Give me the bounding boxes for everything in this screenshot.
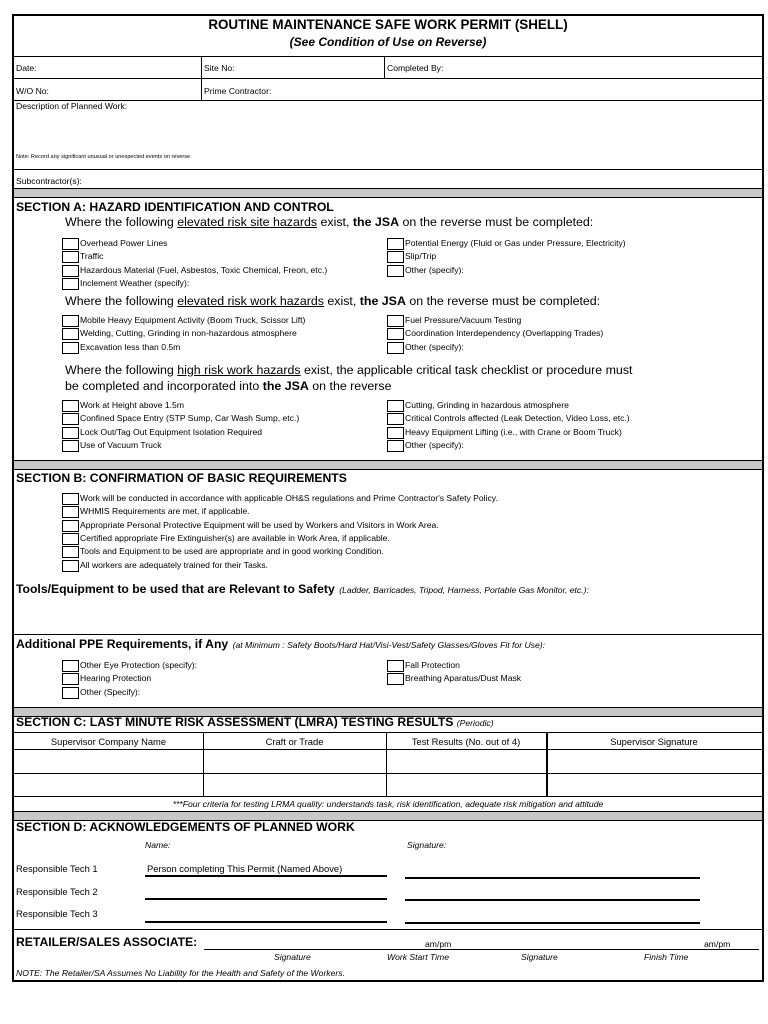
name-column-label: Name: <box>145 840 171 850</box>
checkbox-label: Hazardous Material (Fuel, Asbestos, Toxic Chemical, Freon, etc.) <box>80 264 328 275</box>
subcontractors-field[interactable]: Subcontractor(s): <box>16 176 82 186</box>
lmra-footnote: ***Four criteria for testing LRMA quality: understands task, risk identification, adequate risk mitigation and attitude <box>172 799 604 809</box>
section-d-heading: SECTION D: ACKNOWLEDGEMENTS OF PLANNED WORK <box>16 820 355 834</box>
responsible-tech-2-label: Responsible Tech 2 <box>16 886 98 897</box>
checkbox-label: Work at Height above 1.5m <box>80 400 184 410</box>
checkbox-label: Excavation less than 0.5m <box>80 341 181 352</box>
signature-2-caption: Signature <box>521 952 558 962</box>
checkbox-label: Other Eye Protection (specify): <box>80 660 198 670</box>
checkbox[interactable] <box>62 238 79 250</box>
checkbox[interactable] <box>62 506 79 518</box>
checkbox-label: Lock Out/Tag Out Equipment Isolation Required <box>80 426 263 437</box>
checkbox[interactable] <box>387 400 404 412</box>
checkbox-label: Traffic <box>80 251 104 262</box>
checkbox-label: WHMIS Requirements are met, if applicable. <box>80 506 250 517</box>
checkbox[interactable] <box>62 265 79 277</box>
prime-contractor-field[interactable]: Prime Contractor: <box>204 86 272 96</box>
checkbox-label: Coordination Interdependency (Overlapping Trades) <box>405 328 604 339</box>
checkbox-label: Hearing Protection <box>80 673 152 684</box>
checkbox-label: Appropriate Personal Protective Equipment will be used by Workers and Visitors in Work Area. <box>80 519 439 530</box>
checkbox-label: Confined Space Entry (STP Sump, Car Wash Sump, etc.) <box>80 413 300 424</box>
description-field[interactable]: Description of Planned Work: <box>16 101 128 111</box>
checkbox[interactable] <box>387 673 404 685</box>
checkbox[interactable] <box>62 493 79 505</box>
additional-ppe-label: Additional PPE Requirements, if Any (at Minimum : Safety Boots/Hard Hat/Visi-Vest/Safety Glasses/Gloves Fit for Use): <box>16 637 545 651</box>
checkbox-label: Fuel Pressure/Vacuum Testing <box>405 315 522 325</box>
checkbox[interactable] <box>387 342 404 354</box>
checkbox-label: Mobile Heavy Equipment Activity (Boom Truck, Scissor Lift) <box>80 315 306 325</box>
checkbox[interactable] <box>62 546 79 558</box>
responsible-tech-3-label: Responsible Tech 3 <box>16 908 98 919</box>
checkbox-label: Other (specify): <box>405 341 464 352</box>
checkbox[interactable] <box>62 342 79 354</box>
lmra-cell[interactable] <box>388 774 545 795</box>
section-a-intro-site: Where the following elevated risk site hazards exist, the JSA on the reverse must be completed: <box>65 215 594 229</box>
site-no-field[interactable]: Site No: <box>204 63 235 73</box>
checkbox[interactable] <box>62 315 79 327</box>
checkbox[interactable] <box>62 400 79 412</box>
checkbox-label: Certified appropriate Fire Extinguisher(s) are available in Work Area, if applicable. <box>80 532 390 543</box>
retailer-signature-caption: Signature <box>274 952 311 962</box>
checkbox-label: All workers are adequately trained for their Tasks. <box>80 559 269 570</box>
section-a-intro-work: Where the following elevated risk work hazards exist, the JSA on the reverse must be completed: <box>65 294 601 308</box>
retailer-line[interactable] <box>204 949 759 950</box>
ampm-finish: am/pm <box>704 939 731 949</box>
checkbox-label: Breathing Aparatus/Dust Mask <box>405 673 522 684</box>
checkbox[interactable] <box>387 427 404 439</box>
checkbox-label: Overhead Power Lines <box>80 238 168 248</box>
checkbox[interactable] <box>62 520 79 532</box>
work-start-time-caption: Work Start Time <box>387 952 449 962</box>
lmra-cell[interactable] <box>16 750 202 772</box>
checkbox-label: Slip/Trip <box>405 251 437 262</box>
section-a-heading: SECTION A: HAZARD IDENTIFICATION AND CONTROL <box>16 200 334 214</box>
checkbox[interactable] <box>387 440 404 452</box>
tech-2-name-line[interactable] <box>145 898 387 900</box>
checkbox[interactable] <box>62 560 79 572</box>
checkbox-label: Heavy Equipment Lifting (i.e., with Crane or Boom Truck) <box>405 426 622 437</box>
lmra-cell[interactable] <box>549 750 761 772</box>
checkbox[interactable] <box>62 687 79 699</box>
checkbox[interactable] <box>62 533 79 545</box>
section-a-intro-high-2: be completed and incorporated into the JSA on the reverse <box>65 379 392 393</box>
column-header: Test Results (No. out of 4) <box>411 736 521 747</box>
checkbox[interactable] <box>62 427 79 439</box>
responsible-tech-1-label: Responsible Tech 1 <box>16 863 98 874</box>
column-header: Craft or Trade <box>265 736 324 747</box>
checkbox-label: Fall Protection <box>405 660 460 670</box>
checkbox-label: Critical Controls affected (Leak Detection, Video Loss, etc.) <box>405 413 630 424</box>
form-subtitle: (See Condition of Use on Reverse) <box>289 35 487 49</box>
wo-no-field[interactable]: W/O No: <box>16 86 49 96</box>
checkbox[interactable] <box>387 413 404 425</box>
checkbox-label: Other (specify): <box>405 439 464 450</box>
section-b-heading: SECTION B: CONFIRMATION OF BASIC REQUIREMENTS <box>16 471 347 485</box>
ampm-start: am/pm <box>425 939 452 949</box>
checkbox[interactable] <box>387 265 404 277</box>
tech-2-signature-line[interactable] <box>405 899 700 901</box>
checkbox[interactable] <box>387 251 404 263</box>
checkbox-label: Welding, Cutting, Grinding in non-hazardous atmosphere <box>80 328 297 339</box>
checkbox[interactable] <box>387 238 404 250</box>
checkbox[interactable] <box>62 278 79 290</box>
retailer-label: RETAILER/SALES ASSOCIATE: <box>16 935 198 949</box>
checkbox-label: Cutting, Grinding in hazardous atmosphere <box>405 400 569 410</box>
date-field[interactable]: Date: <box>16 63 37 73</box>
tech-3-name-line[interactable] <box>145 921 387 923</box>
lmra-cell[interactable] <box>549 774 761 795</box>
note-unusual-events: Note: Record any significant unusual or unexpected events on reverse. <box>16 154 192 160</box>
finish-time-caption: Finish Time <box>644 952 689 962</box>
retailer-liability-note: NOTE: The Retailer/SA Assumes No Liability for the Health and Safety of the Workers. <box>16 968 345 978</box>
form-title: ROUTINE MAINTENANCE SAFE WORK PERMIT (SHELL) <box>208 17 568 32</box>
checkbox-label: Use of Vacuum Truck <box>80 439 162 450</box>
lmra-cell[interactable] <box>205 774 385 795</box>
completed-by-field[interactable]: Completed By: <box>387 63 444 73</box>
tech-3-signature-line[interactable] <box>405 922 700 924</box>
permit-form <box>12 14 764 982</box>
checkbox-label: Other (Specify): <box>80 686 141 697</box>
lmra-cell[interactable] <box>16 774 202 795</box>
checkbox[interactable] <box>62 251 79 263</box>
column-header: Supervisor Signature <box>610 736 698 747</box>
checkbox-label: Inclement Weather (specify): <box>80 277 190 288</box>
tech-1-name-line[interactable] <box>145 875 387 877</box>
checkbox-label: Potential Energy (Fluid or Gas under Pressure, Electricity) <box>405 238 626 248</box>
checkbox-label: Work will be conducted in accordance with applicable OH&S regulations and Prime Contractor's Safety Policy. <box>80 493 498 503</box>
checkbox[interactable] <box>387 660 404 672</box>
lmra-cell[interactable] <box>388 750 545 772</box>
checkbox-label: Tools and Equipment to be used are appropriate and in good working Condition. <box>80 546 384 557</box>
checkbox[interactable] <box>62 660 79 672</box>
section-c-heading: SECTION C: LAST MINUTE RISK ASSESSMENT (LMRA) TESTING RESULTS (Periodic) <box>16 715 494 729</box>
tech-1-signature-line[interactable] <box>405 877 700 879</box>
section-a-intro-high: Where the following high risk work hazards exist, the applicable critical task checklist or procedure must <box>65 363 633 377</box>
tools-equipment-label: Tools/Equipment to be used that are Relevant to Safety (Ladder, Barricades, Tripod, Harness, Portable Gas Monitor, etc.): <box>16 582 589 596</box>
checkbox[interactable] <box>62 413 79 425</box>
checkbox[interactable] <box>62 440 79 452</box>
tech-1-name: Person completing This Permit (Named Above) <box>147 863 343 874</box>
checkbox[interactable] <box>387 328 404 340</box>
checkbox[interactable] <box>62 328 79 340</box>
checkbox[interactable] <box>62 673 79 685</box>
column-header: Supervisor Company Name <box>50 736 167 747</box>
checkbox-label: Other (specify): <box>405 264 464 275</box>
lmra-cell[interactable] <box>205 750 385 772</box>
checkbox[interactable] <box>387 315 404 327</box>
signature-column-label: Signature: <box>407 840 447 850</box>
